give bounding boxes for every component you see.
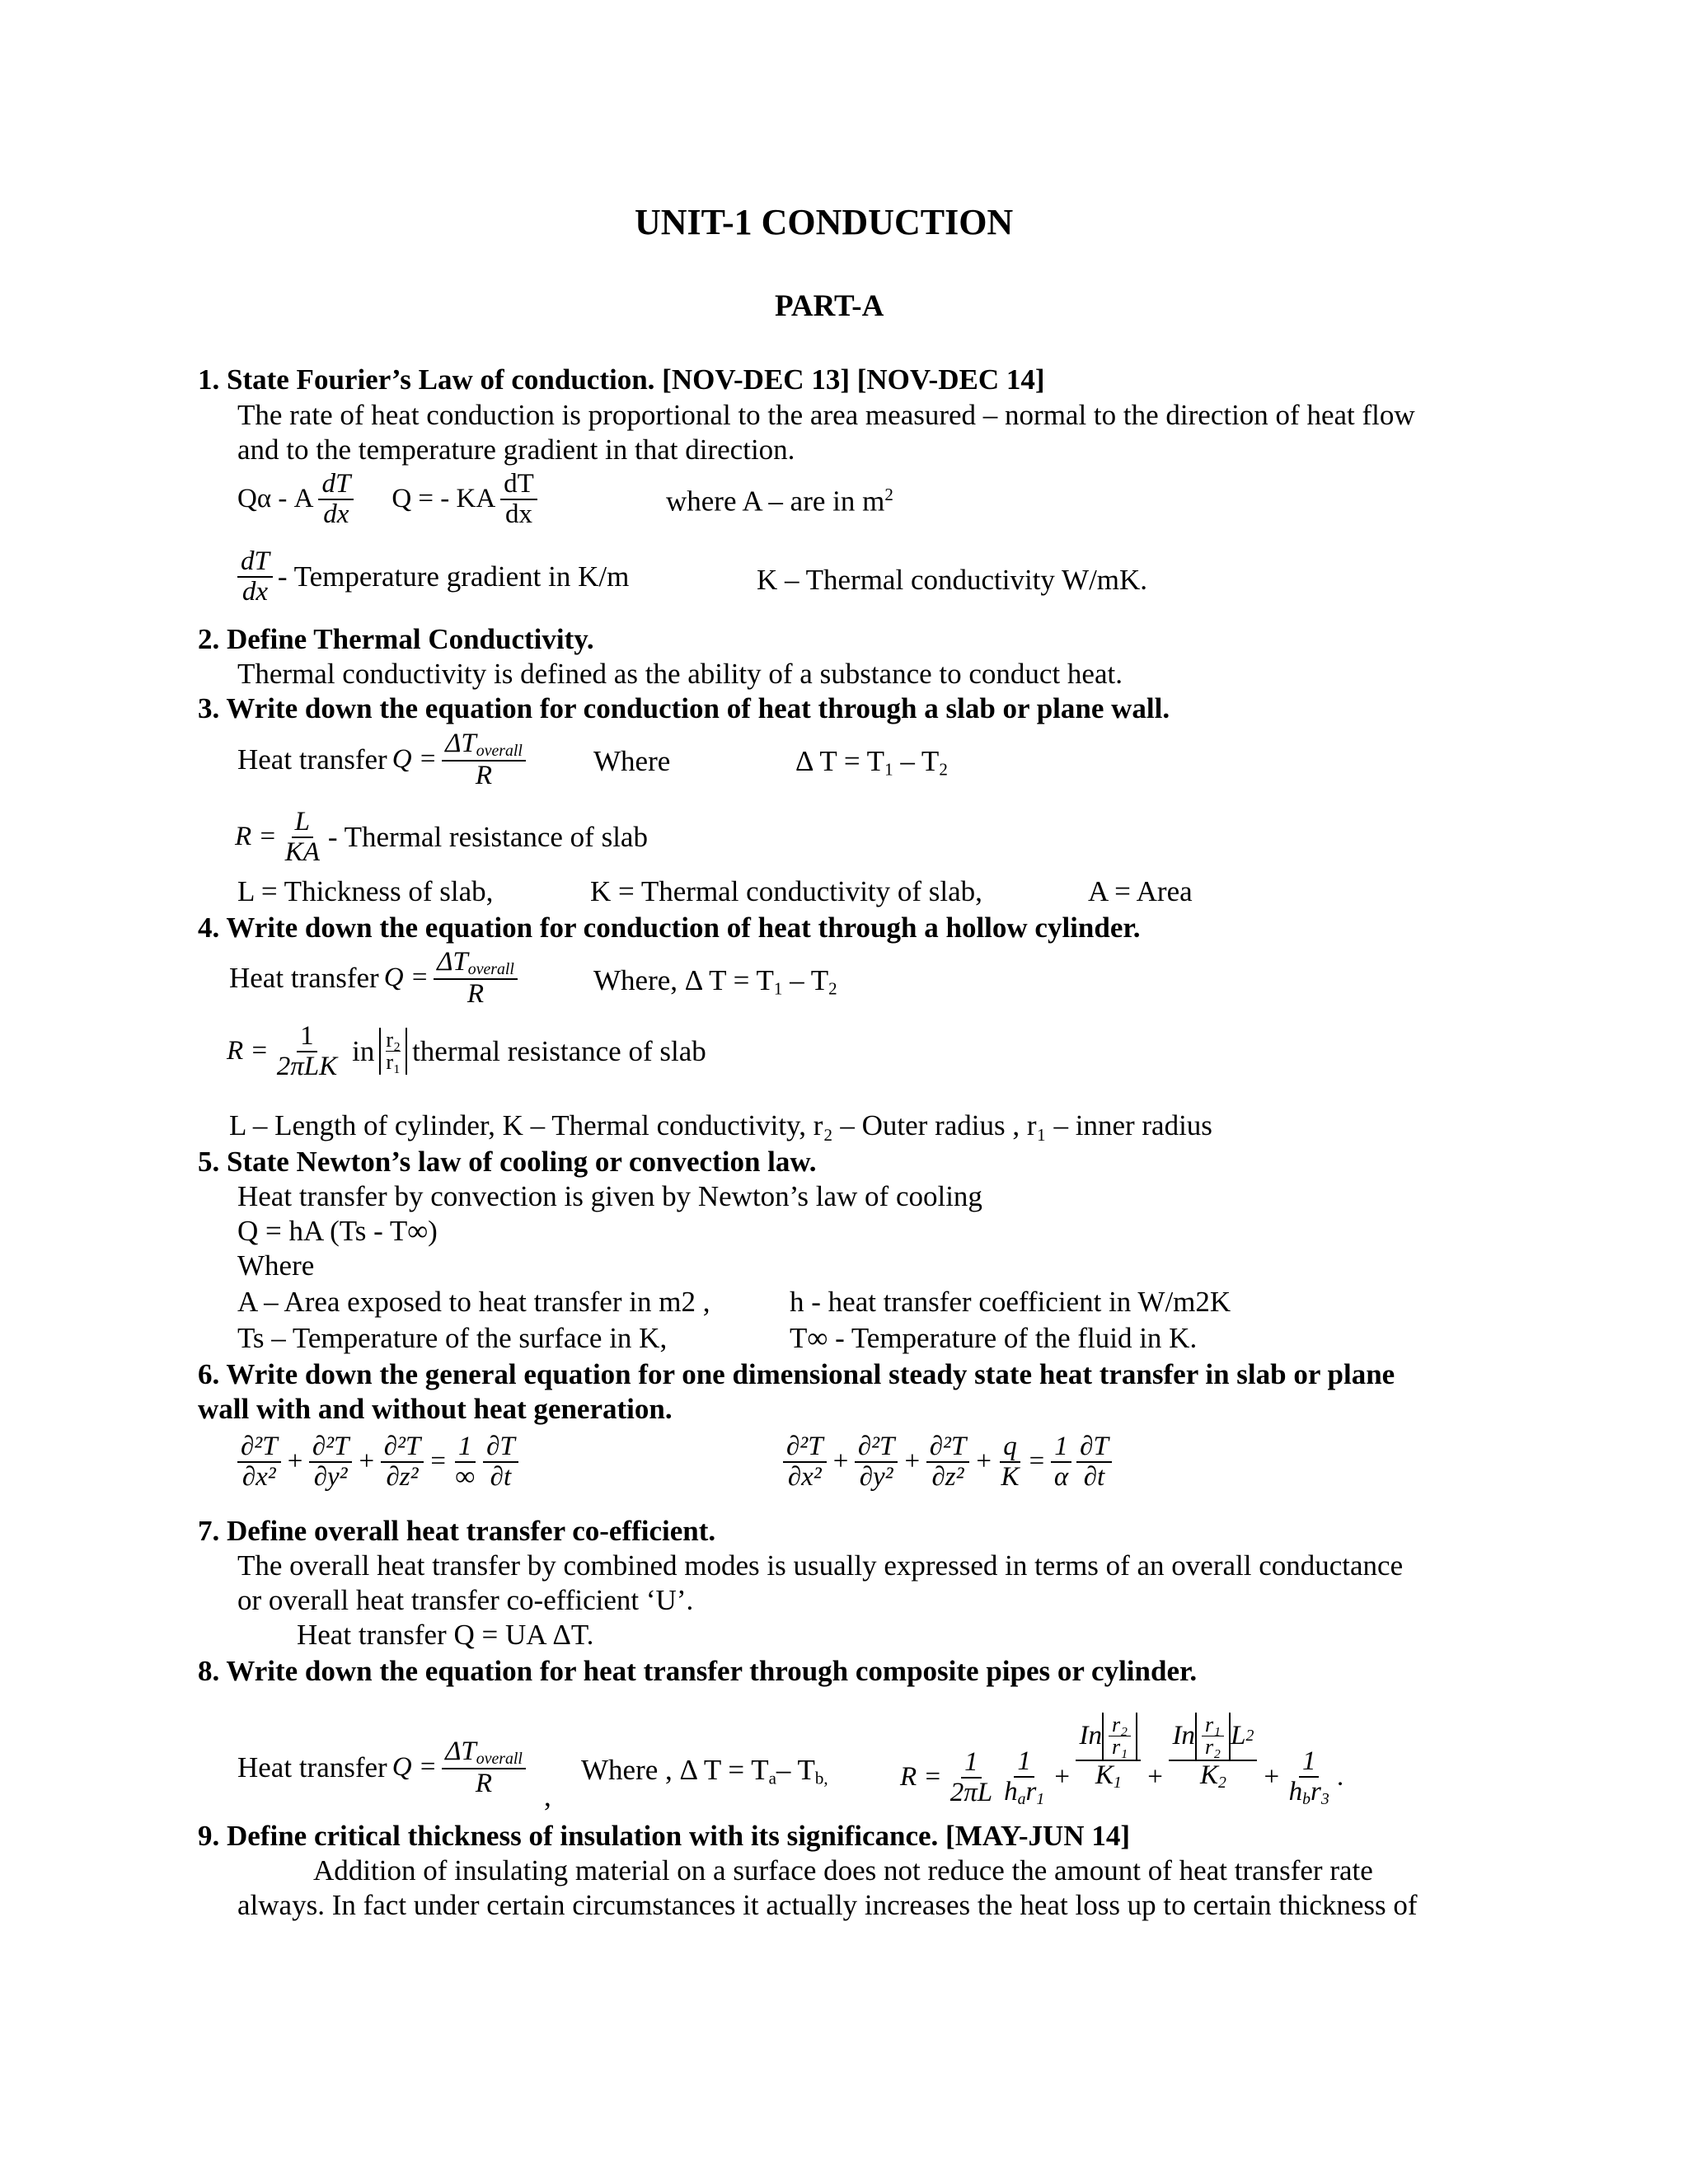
subscript: 2 bbox=[1217, 1773, 1226, 1792]
q4-where-text: Where, Δ T = T bbox=[593, 964, 774, 996]
q8-fraction bbox=[442, 1737, 526, 1797]
fraction-denominator: 2πLK bbox=[276, 1051, 338, 1081]
fraction-denominator: R bbox=[475, 760, 493, 790]
plus-sign: + bbox=[357, 1446, 376, 1477]
question-9-heading: 9. Define critical thickness of insulation with its significance. [MAY-JUN 14] bbox=[198, 1820, 1130, 1852]
q4-r-symbol: R = bbox=[227, 1036, 269, 1066]
q7-text-line2: or overall heat transfer co-efficient ‘U’. bbox=[237, 1584, 694, 1616]
q8-heat-transfer-label: Heat transfer bbox=[237, 1750, 387, 1783]
q3-r-fraction bbox=[282, 808, 323, 866]
subscript: 2 bbox=[828, 978, 837, 999]
fraction-denominator: R bbox=[475, 1768, 493, 1798]
fraction-denominator: dx bbox=[505, 499, 532, 529]
q2-text-line1: Thermal conductivity is defined as the ability of a substance to conduct heat. bbox=[237, 658, 1123, 690]
fraction-denominator: KA bbox=[284, 837, 320, 867]
question-4-heading: 4. Write down the equation for conduction of heat through a hollow cylinder. bbox=[198, 912, 1141, 944]
fraction-denominator: R bbox=[467, 978, 485, 1009]
fraction-numerator: dT bbox=[318, 470, 354, 500]
q4-fraction bbox=[434, 948, 518, 1008]
fraction-denominator: ∂y² bbox=[859, 1461, 893, 1492]
q5-text-line1: Heat transfer by convection is given by Newton’s law of cooling bbox=[237, 1180, 982, 1212]
q8-hb: h bbox=[1288, 1776, 1303, 1807]
q4-definitions: L – Length of cylinder, K – Thermal conductivity, r₂ – Outer radius , r₁ – inner radius bbox=[229, 1109, 1212, 1141]
fraction-numerator: ∂²T bbox=[783, 1432, 827, 1463]
equals-sign: = bbox=[1027, 1446, 1046, 1477]
q6-equation-with-generation bbox=[783, 1432, 1117, 1491]
q4-delta-t-mid: – T bbox=[782, 964, 829, 996]
q5-def-ts: Ts – Temperature of the surface in K, bbox=[237, 1322, 668, 1354]
q8-dash: – T bbox=[776, 1754, 815, 1786]
question-7-heading: 7. Define overall heat transfer co-efficient. bbox=[198, 1515, 716, 1547]
q8-l2: L bbox=[1231, 1720, 1246, 1750]
fraction-denominator: r₂ bbox=[1204, 1734, 1221, 1759]
q3-fraction bbox=[442, 729, 526, 790]
fraction-denominator: 2πL bbox=[950, 1777, 993, 1807]
plus-sign: + bbox=[1262, 1762, 1281, 1793]
q8-ln-1: In bbox=[1079, 1720, 1102, 1750]
q3-r-symbol: R = bbox=[235, 822, 277, 852]
fraction-denominator: ∂t bbox=[490, 1461, 512, 1492]
question-1-heading: 1. State Fourier’s Law of conduction. [NOV-DEC 13] [NOV-DEC 14] bbox=[198, 363, 1045, 396]
q8-q-symbol: Q = bbox=[392, 1752, 438, 1783]
fraction-numerator: ∂²T bbox=[309, 1432, 353, 1463]
question-5-heading: 5. State Newton’s law of cooling or convection law. bbox=[198, 1146, 817, 1178]
q8-r3: r bbox=[1311, 1776, 1321, 1807]
q8-k1: K bbox=[1095, 1760, 1114, 1790]
subscript: b, bbox=[814, 1768, 828, 1788]
subscript: 1 bbox=[1036, 1789, 1045, 1808]
question-3-heading: 3. Write down the equation for conduction of heat through a slab or plane wall. bbox=[198, 692, 1170, 724]
q4-where bbox=[593, 964, 837, 999]
q3-def-k: K = Thermal conductivity of slab, bbox=[590, 875, 982, 907]
equals-sign: = bbox=[429, 1446, 448, 1477]
q8-equation bbox=[237, 1737, 531, 1797]
subscript: a bbox=[1017, 1789, 1026, 1808]
subscript: 1 bbox=[884, 759, 893, 780]
plus-sign: + bbox=[831, 1446, 850, 1477]
q4-r-fraction bbox=[274, 1022, 340, 1080]
section-heading: PART-A bbox=[775, 289, 884, 323]
subscript: overall bbox=[476, 1749, 523, 1768]
q6-equation-without-generation bbox=[237, 1432, 523, 1491]
subscript: 1 bbox=[773, 978, 783, 999]
q3-delta-t bbox=[795, 745, 948, 780]
q5-def-h: h - heat transfer coefficient in W/m2K bbox=[790, 1286, 1231, 1318]
q4-resistance bbox=[227, 1022, 711, 1080]
fraction-numerator: r₁ bbox=[1202, 1714, 1224, 1736]
question-2-heading: 2. Define Thermal Conductivity. bbox=[198, 623, 594, 655]
q1-eq-left: Qα - A bbox=[237, 484, 314, 514]
fraction-numerator: ∂²T bbox=[855, 1432, 898, 1463]
plus-sign: + bbox=[285, 1446, 304, 1477]
q9-text-line2: always. In fact under certain circumstances it actually increases the heat loss up to certain thickness of bbox=[237, 1889, 1418, 1921]
fraction-denominator: ∂y² bbox=[313, 1461, 348, 1492]
q3-delta-t-text: Δ T = T bbox=[795, 745, 885, 777]
period: . bbox=[1337, 1762, 1345, 1793]
question-8-heading: 8. Write down the equation for heat transfer through composite pipes or cylinder. bbox=[198, 1655, 1198, 1687]
fraction-numerator: 1 bbox=[1299, 1747, 1320, 1778]
q1-gradient-label: - Temperature gradient in K/m bbox=[277, 560, 630, 593]
q1-equation bbox=[237, 470, 542, 528]
q3-def-a: A = Area bbox=[1088, 875, 1193, 907]
fraction-denominator: dx bbox=[323, 499, 349, 529]
fraction-numerator: q bbox=[1000, 1432, 1020, 1463]
q7-text-line1: The overall heat transfer by combined modes is usually expressed in terms of an overall conductance bbox=[237, 1549, 1404, 1582]
subscript: 3 bbox=[1320, 1789, 1329, 1808]
fraction-numerator: ∂T bbox=[1076, 1432, 1112, 1463]
q5-def-a: A – Area exposed to heat transfer in m2 , bbox=[237, 1286, 710, 1318]
fraction-numerator: ΔT bbox=[445, 1736, 476, 1766]
fraction-denominator: r₁ bbox=[386, 1050, 401, 1075]
fraction-numerator: ∂²T bbox=[237, 1432, 281, 1463]
fraction-numerator: dT bbox=[500, 470, 537, 500]
q8-k2: K bbox=[1199, 1760, 1218, 1790]
fraction-denominator: ∞ bbox=[455, 1461, 476, 1492]
fraction-numerator: 1 bbox=[297, 1022, 317, 1052]
q3-def-l: L = Thickness of slab, bbox=[237, 875, 494, 907]
q4-ln: in bbox=[352, 1034, 375, 1067]
fraction-numerator: ∂²T bbox=[381, 1432, 424, 1463]
subscript: b bbox=[1302, 1789, 1311, 1808]
plus-sign: + bbox=[1146, 1762, 1165, 1793]
plus-sign: + bbox=[903, 1446, 921, 1477]
fraction-denominator: ∂z² bbox=[931, 1461, 964, 1492]
fraction-denominator: α bbox=[1053, 1461, 1069, 1492]
q8-r-symbol: R = bbox=[900, 1762, 942, 1793]
q4-r-label: thermal resistance of slab bbox=[412, 1034, 706, 1067]
fraction-numerator: 1 bbox=[455, 1432, 476, 1463]
q7-formula: Heat transfer Q = UA ΔT. bbox=[297, 1619, 594, 1651]
q5-def-tinf: T∞ - Temperature of the fluid in K. bbox=[790, 1322, 1198, 1354]
q8-ha: h bbox=[1004, 1776, 1018, 1807]
plus-sign: + bbox=[974, 1446, 993, 1477]
q3-heat-transfer-label: Heat transfer bbox=[237, 743, 387, 776]
q1-eq-mid: Q = - KA bbox=[392, 484, 496, 514]
fraction-numerator: L bbox=[292, 808, 313, 838]
q9-text-line1: Addition of insulating material on a surface does not reduce the amount of heat transfer rate bbox=[313, 1854, 1373, 1886]
fraction-denominator: dx bbox=[241, 576, 268, 607]
fraction-denominator: ∂z² bbox=[386, 1461, 419, 1492]
subscript: a bbox=[768, 1768, 776, 1788]
q3-r-label: - Thermal resistance of slab bbox=[327, 820, 648, 853]
fraction-numerator: r₂ bbox=[386, 1028, 401, 1052]
subscript: 2 bbox=[1245, 1726, 1254, 1745]
plus-sign: + bbox=[1053, 1762, 1071, 1793]
subscript: overall bbox=[476, 741, 523, 760]
q1-gradient-fraction bbox=[318, 470, 354, 528]
q4-radius-ratio bbox=[379, 1028, 407, 1075]
fraction-denominator: ∂x² bbox=[241, 1461, 276, 1492]
q3-resistance bbox=[235, 808, 653, 866]
q8-ln-2: In bbox=[1172, 1720, 1195, 1750]
q5-formula: Q = hA (Ts - T∞) bbox=[237, 1215, 438, 1247]
fraction-numerator: ΔT bbox=[445, 729, 476, 758]
fraction-numerator: ∂T bbox=[483, 1432, 518, 1463]
page-title: UNIT-1 CONDUCTION bbox=[635, 202, 1014, 242]
q3-where: Where bbox=[593, 745, 671, 777]
subscript: 2 bbox=[939, 759, 948, 780]
question-6-heading-line2: wall with and without heat generation. bbox=[198, 1393, 673, 1425]
q1-text-line2: and to the temperature gradient in that direction. bbox=[237, 434, 795, 466]
q3-q-symbol: Q = bbox=[392, 744, 438, 775]
q8-comma: , bbox=[544, 1780, 551, 1812]
q3-delta-t-mid: – T bbox=[893, 745, 940, 777]
q8-where bbox=[581, 1754, 828, 1788]
fraction-denominator: ∂t bbox=[1083, 1461, 1105, 1492]
q1-k-label: K – Thermal conductivity W/mK. bbox=[757, 564, 1148, 596]
q5-where: Where bbox=[237, 1249, 315, 1282]
q4-q-symbol: Q = bbox=[383, 963, 429, 993]
q1-gradient-fraction-2 bbox=[237, 547, 273, 606]
fraction-numerator: 1 bbox=[1014, 1747, 1034, 1778]
fraction-numerator: dT bbox=[237, 547, 273, 578]
q8-r1: r bbox=[1025, 1776, 1037, 1807]
question-6-heading-line1: 6. Write down the general equation for one dimensional steady state heat transfer in slab or plane bbox=[198, 1358, 1395, 1390]
q1-where bbox=[666, 485, 893, 518]
q1-gradient-line bbox=[237, 547, 634, 606]
q1-where-text: where A – are in m bbox=[666, 485, 885, 518]
q3-equation bbox=[237, 729, 531, 790]
q4-heat-transfer-label: Heat transfer bbox=[229, 961, 379, 994]
fraction-numerator: 1 bbox=[961, 1748, 982, 1779]
fraction-numerator: ΔT bbox=[437, 947, 468, 977]
q1-fraction bbox=[500, 470, 537, 528]
fraction-denominator: K bbox=[1001, 1461, 1020, 1492]
fraction-denominator: ∂x² bbox=[787, 1461, 822, 1492]
q1-text-line1: The rate of heat conduction is proportional to the area measured – normal to the direction of heat flow bbox=[237, 399, 1415, 431]
fraction-denominator: r₁ bbox=[1111, 1734, 1128, 1759]
q4-equation bbox=[229, 948, 523, 1008]
fraction-numerator: 1 bbox=[1051, 1432, 1071, 1463]
fraction-numerator: ∂²T bbox=[926, 1432, 970, 1463]
q8-resistance bbox=[900, 1696, 1349, 1807]
superscript: 2 bbox=[884, 485, 893, 504]
fraction-numerator: r₂ bbox=[1109, 1714, 1131, 1736]
subscript: 1 bbox=[1113, 1773, 1122, 1792]
q8-where-text: Where , Δ T = T bbox=[581, 1754, 769, 1786]
subscript: overall bbox=[467, 959, 514, 978]
